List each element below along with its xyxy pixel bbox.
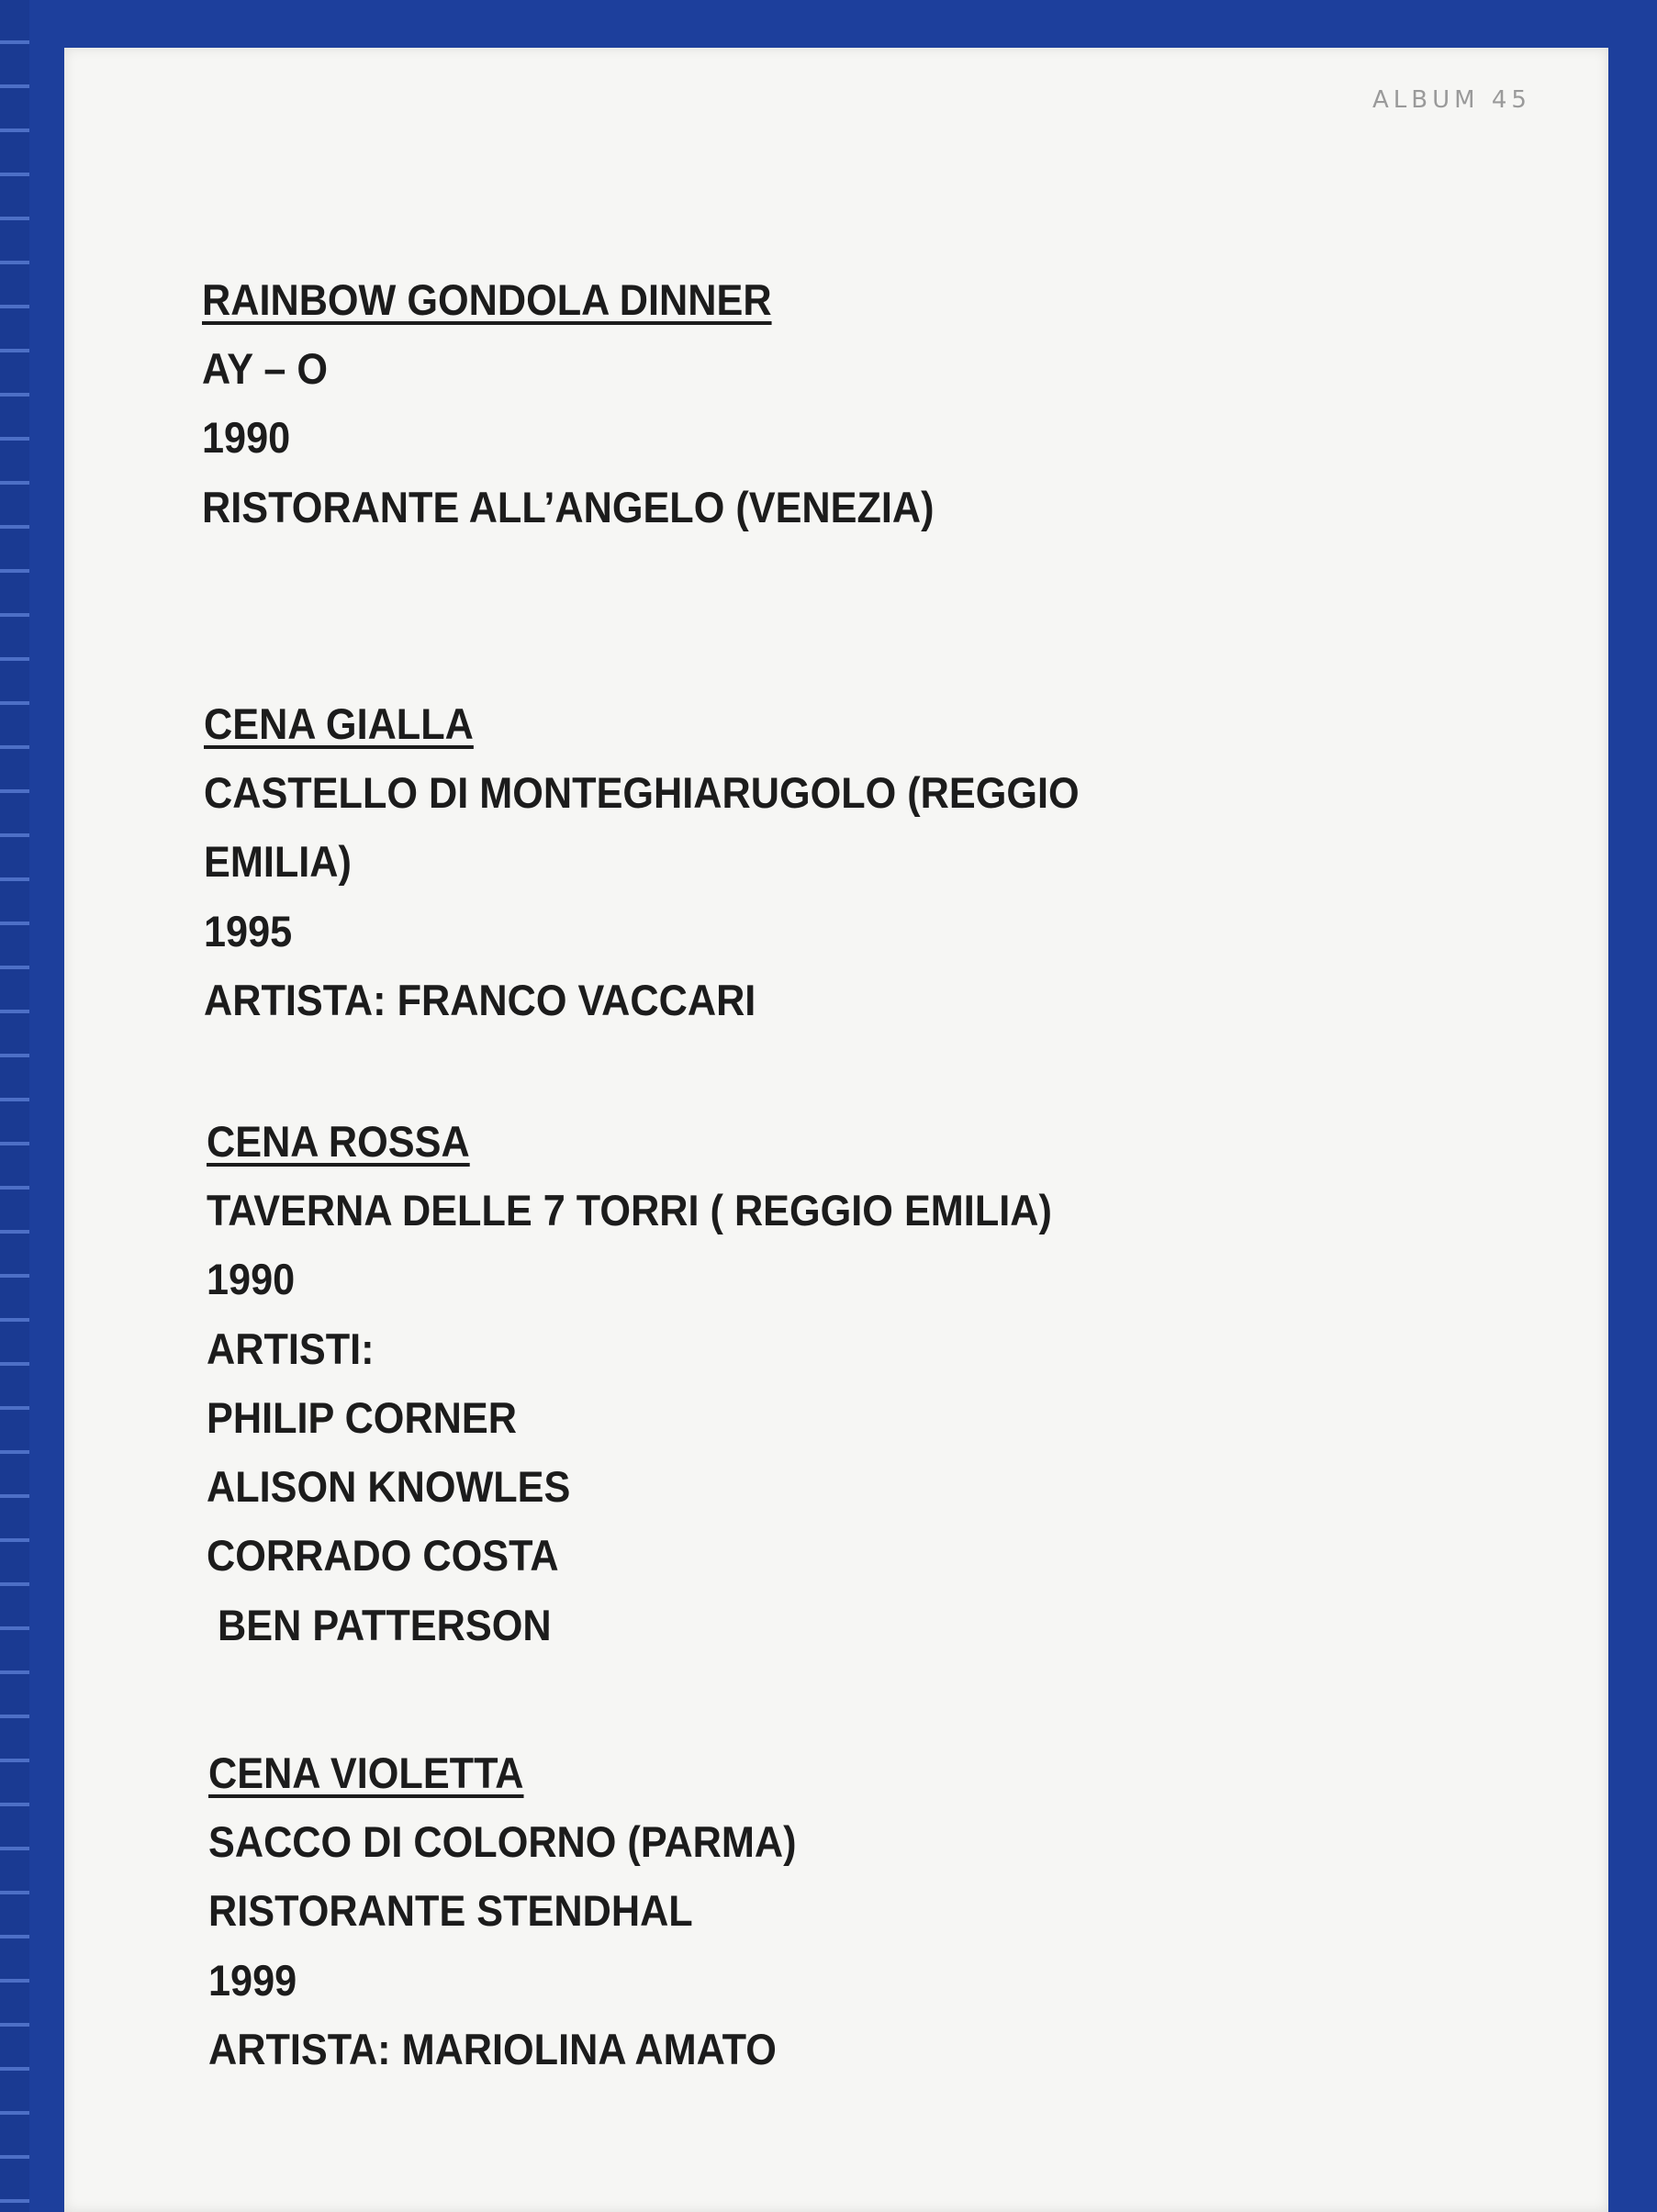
section-line: ALISON KNOWLES (207, 1462, 571, 1511)
section-line: 1990 (202, 413, 291, 462)
section-line: 1995 (204, 907, 293, 955)
section-line: PHILIP CORNER (207, 1393, 517, 1442)
section-heading: CENA ROSSA (207, 1117, 470, 1166)
section-line: CORRADO COSTA (207, 1531, 559, 1580)
section-line: ARTISTA: FRANCO VACCARI (204, 976, 756, 1024)
section-line: ARTISTI: (207, 1324, 375, 1373)
section-line: AY – O (202, 344, 329, 393)
section-heading: RAINBOW GONDOLA DINNER (202, 275, 772, 324)
section-line: EMILIA) (204, 837, 352, 886)
document-sheet (64, 48, 1608, 2212)
section-line: TAVERNA DELLE 7 TORRI ( REGGIO EMILIA) (207, 1186, 1052, 1234)
section-line: 1999 (208, 1956, 297, 2005)
section-heading: CENA VIOLETTA (208, 1748, 524, 1797)
section-line: CASTELLO DI MONTEGHIARUGOLO (REGGIO (204, 768, 1080, 817)
album-note: ALBUM 45 (1372, 86, 1531, 114)
section-line: 1990 (207, 1255, 296, 1303)
section-line: BEN PATTERSON (207, 1601, 552, 1649)
section-line: SACCO DI COLORNO (PARMA) (208, 1817, 797, 1866)
section-line: RISTORANTE STENDHAL (208, 1886, 693, 1935)
section-heading: CENA GIALLA (204, 699, 474, 748)
section-line: ARTISTA: MARIOLINA AMATO (208, 2025, 777, 2073)
binder-edge (0, 0, 29, 2212)
section-line: RISTORANTE ALL’ANGELO (VENEZIA) (202, 483, 935, 531)
